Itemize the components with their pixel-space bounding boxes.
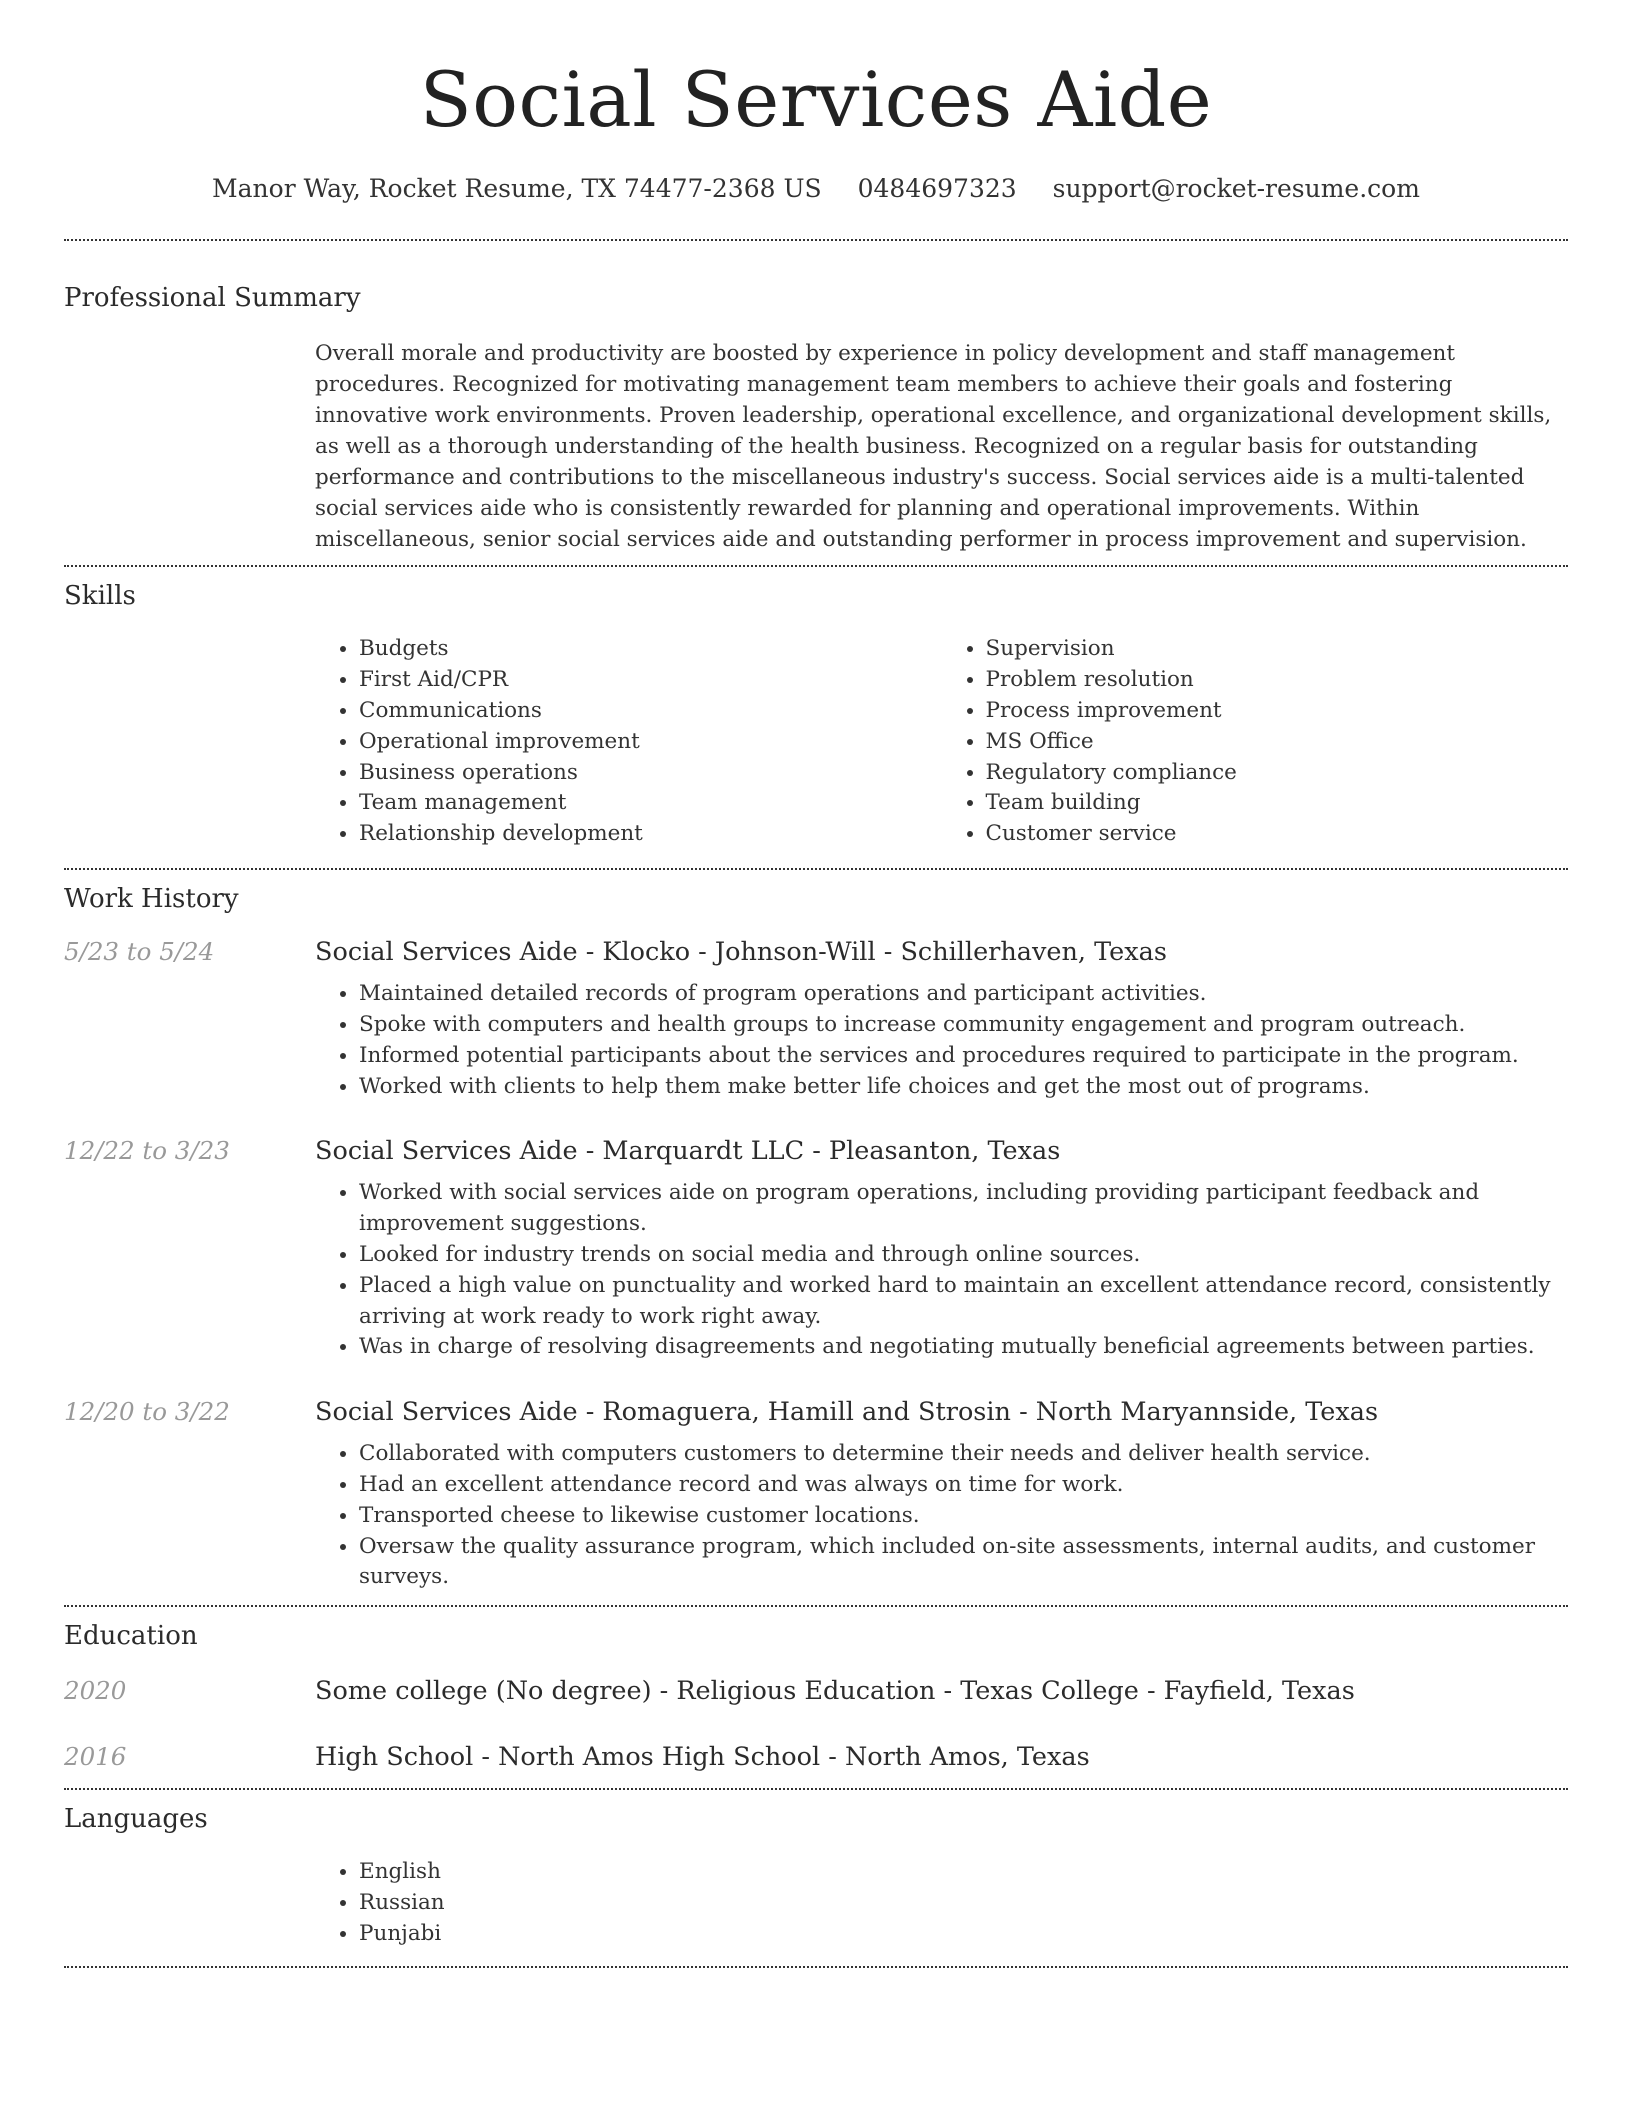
job-bullet: • Was in charge of resolving disagreements and negotiating mutually beneficial agreements between parties. xyxy=(359,1332,1612,1363)
job-dates: 12/22 to 3/23 xyxy=(64,1136,230,1166)
section-title-languages: Languages xyxy=(64,1804,208,1835)
language-item: • Punjabi xyxy=(359,1919,1612,1950)
language-item: • Russian xyxy=(359,1888,1612,1919)
skill-item: • Process improvement xyxy=(986,696,1569,727)
section-title-skills: Skills xyxy=(64,581,136,612)
divider xyxy=(64,1966,1568,1968)
skill-item: • Customer service xyxy=(986,819,1569,850)
summary-text: Overall morale and productivity are boosted by experience in policy development and staff management procedures. Recognized for motivating management team members to achieve their goals and fostering innovative work environments. Proven leadership, operational excellence, and organizational development skills, as well as a thorough understanding of the health business. Recognized on a regular basis for outstanding performance and contributions to the miscellaneous industry's success. Social services aide is a multi-talented social services aide who is consistently rewarded for planning and operational improvements. Within miscellaneous, senior social services aide and outstanding performer in process improvement and supervision. xyxy=(315,341,1552,553)
languages-list xyxy=(315,1857,1612,1949)
job-bullet: • Placed a high value on punctuality and worked hard to maintain an excellent attendance record, consistently arriving at work ready to work right away. xyxy=(359,1271,1612,1333)
job-bullet: • Worked with clients to help them make better life choices and get the most out of programs. xyxy=(359,1072,1612,1103)
skill-item: • Supervision xyxy=(986,634,1569,665)
skill-item: • First Aid/CPR xyxy=(359,665,942,696)
job-bullet: • Had an excellent attendance record and was always on time for work. xyxy=(359,1470,1612,1501)
education-entry xyxy=(64,1676,1568,1706)
divider xyxy=(64,565,1568,567)
job-bullets xyxy=(315,1178,1612,1363)
skills-column-left xyxy=(315,634,942,850)
job-heading: Social Services Aide - Marquardt LLC - Pleasanton, Texas xyxy=(315,1136,1061,1167)
skill-item: • Team management xyxy=(359,788,942,819)
skill-item: • MS Office xyxy=(986,727,1569,758)
job-bullets xyxy=(315,979,1612,1102)
skill-item: • Regulatory compliance xyxy=(986,758,1569,789)
job-bullet: • Spoke with computers and health groups to increase community engagement and program outreach. xyxy=(359,1010,1612,1041)
language-item: • English xyxy=(359,1857,1612,1888)
education-text: High School - North Amos High School - North Amos, Texas xyxy=(315,1742,1090,1773)
divider xyxy=(64,1788,1568,1790)
job-entry xyxy=(64,1397,1568,1593)
skill-item: • Relationship development xyxy=(359,819,942,850)
skills-column-right xyxy=(942,634,1569,850)
job-bullet: • Collaborated with computers customers to determine their needs and deliver health service. xyxy=(359,1439,1612,1470)
skills-list xyxy=(315,634,1568,850)
job-entry xyxy=(64,1136,1568,1363)
contact-email[interactable]: support@rocket-resume.com xyxy=(1052,174,1420,203)
contact-line xyxy=(64,174,1568,203)
skill-item: • Communications xyxy=(359,696,942,727)
divider xyxy=(64,239,1568,241)
skill-item: • Problem resolution xyxy=(986,665,1569,696)
job-bullet: • Maintained detailed records of program operations and participant activities. xyxy=(359,979,1612,1010)
divider xyxy=(64,868,1568,870)
job-heading: Social Services Aide - Romaguera, Hamill and Strosin - North Maryannside, Texas xyxy=(315,1397,1379,1428)
contact-address: Manor Way, Rocket Resume, TX 74477-2368 US xyxy=(212,174,822,203)
section-title-work: Work History xyxy=(64,883,239,914)
divider xyxy=(64,1605,1568,1607)
section-title-education: Education xyxy=(64,1621,198,1652)
section-title-summary: Professional Summary xyxy=(64,283,361,313)
skill-item: • Team building xyxy=(986,788,1569,819)
job-bullet: • Worked with social services aide on program operations, including providing participant feedback and improvement suggestions. xyxy=(359,1178,1612,1240)
job-heading: Social Services Aide - Klocko - Johnson-Will - Schillerhaven, Texas xyxy=(315,937,1167,968)
education-year: 2020 xyxy=(64,1676,127,1706)
education-text: Some college (No degree) - Religious Education - Texas College - Fayfield, Texas xyxy=(315,1676,1355,1707)
job-bullet: • Transported cheese to likewise customer locations. xyxy=(359,1501,1612,1532)
job-bullet: • Oversaw the quality assurance program, which included on-site assessments, internal audits, and customer surveys. xyxy=(359,1532,1612,1594)
skill-item: • Budgets xyxy=(359,634,942,665)
job-bullets xyxy=(315,1439,1612,1593)
job-bullet: • Informed potential participants about the services and procedures required to participate in the program. xyxy=(359,1041,1612,1072)
skill-item: • Business operations xyxy=(359,758,942,789)
job-dates: 12/20 to 3/22 xyxy=(64,1397,230,1427)
education-year: 2016 xyxy=(64,1742,127,1772)
job-dates: 5/23 to 5/24 xyxy=(64,937,215,967)
skill-item: • Operational improvement xyxy=(359,727,942,758)
contact-phone: 0484697323 xyxy=(857,174,1017,203)
candidate-name: Social Services Aide xyxy=(419,55,1213,144)
job-entry xyxy=(64,937,1568,1102)
job-bullet: • Looked for industry trends on social media and through online sources. xyxy=(359,1240,1612,1271)
education-entry xyxy=(64,1742,1568,1772)
resume-page xyxy=(64,0,1568,1968)
